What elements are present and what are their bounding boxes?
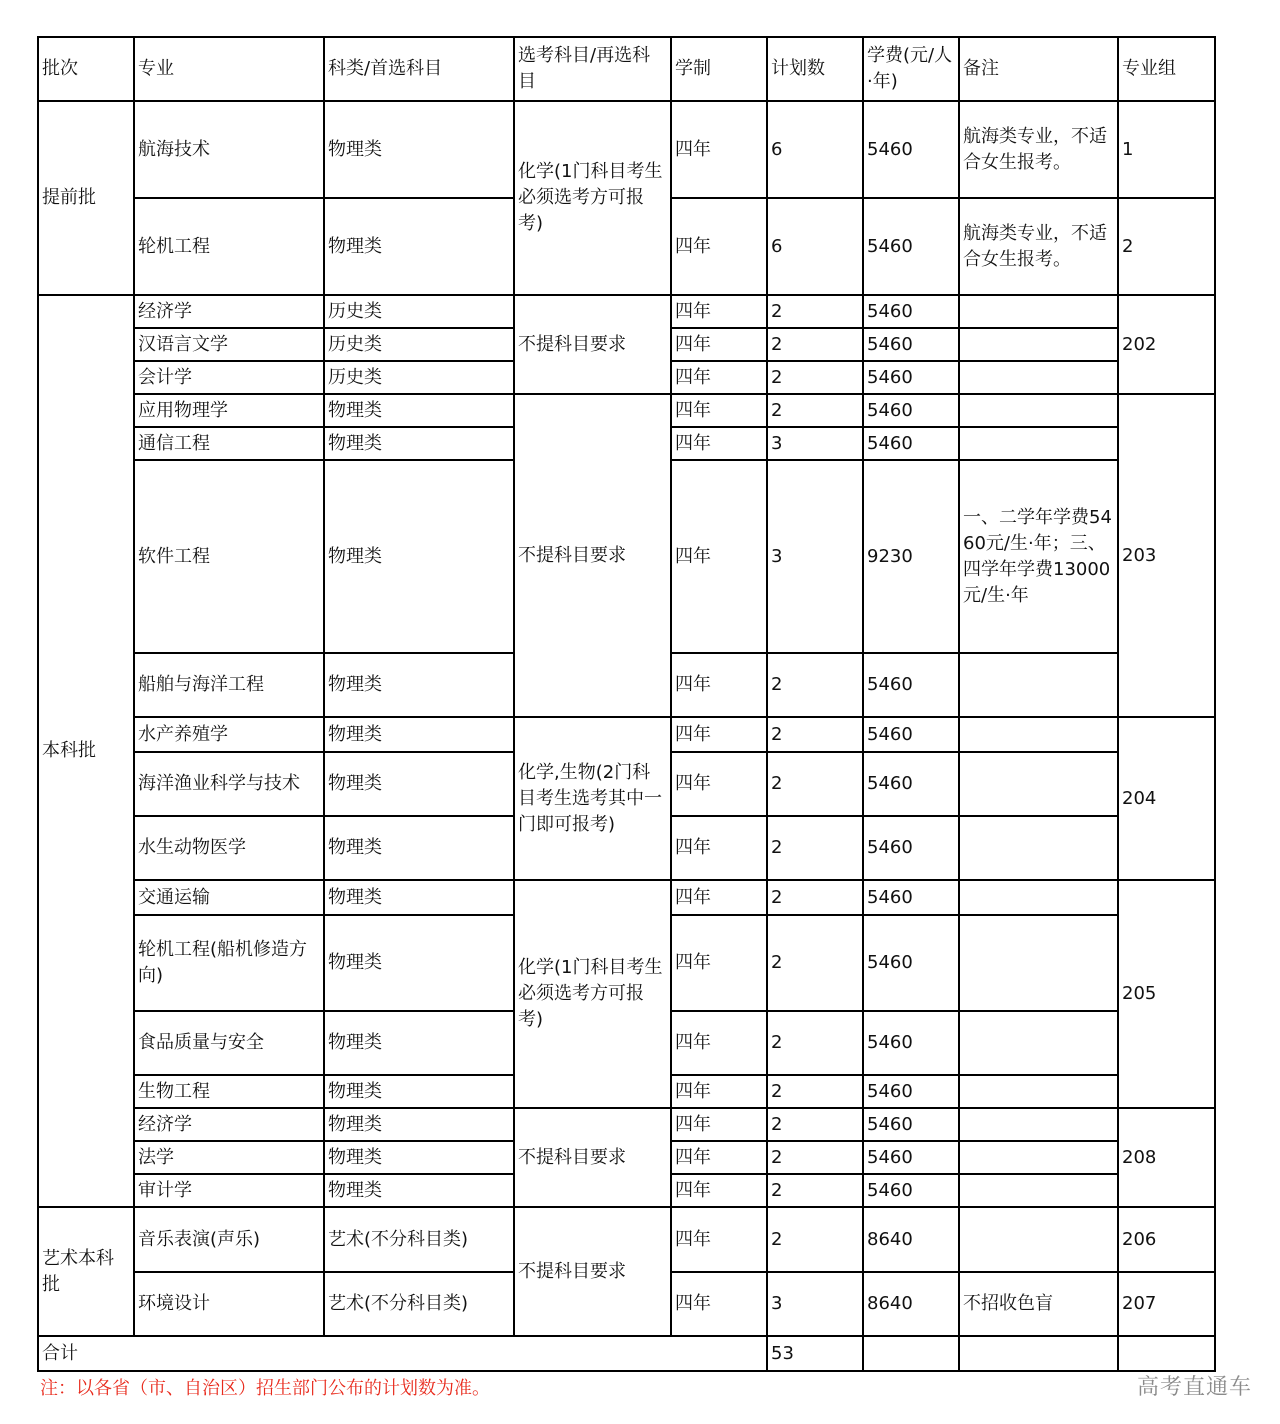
note-cell xyxy=(959,1174,1118,1207)
note-cell xyxy=(959,717,1118,752)
category-cell: 物理类 xyxy=(324,1174,514,1207)
group-cell: 208 xyxy=(1118,1108,1215,1207)
years-cell: 四年 xyxy=(671,295,767,328)
category-cell: 历史类 xyxy=(324,295,514,328)
table-row xyxy=(38,295,1215,328)
note-cell xyxy=(959,1108,1118,1141)
note-cell xyxy=(959,1075,1118,1108)
fee-cell: 5460 xyxy=(863,394,959,427)
major-cell: 软件工程 xyxy=(134,460,324,653)
category-cell: 艺术(不分科目类) xyxy=(324,1207,514,1272)
fee-cell: 5460 xyxy=(863,1141,959,1174)
enrollment-plan-table xyxy=(37,36,1216,1372)
empty-cell xyxy=(863,1336,959,1371)
years-cell: 四年 xyxy=(671,460,767,653)
footnote: 注：以各省（市、自治区）招生部门公布的计划数为准。 xyxy=(40,1378,490,1399)
category-cell: 物理类 xyxy=(324,198,514,295)
major-cell: 经济学 xyxy=(134,295,324,328)
note-cell: 一、二学年学费5460元/生·年；三、四学年学费13000元/生·年 xyxy=(959,460,1118,653)
years-cell: 四年 xyxy=(671,1174,767,1207)
fee-cell: 5460 xyxy=(863,101,959,198)
plan-cell: 2 xyxy=(767,915,863,1011)
years-cell: 四年 xyxy=(671,198,767,295)
major-cell: 应用物理学 xyxy=(134,394,324,427)
category-cell: 物理类 xyxy=(324,460,514,653)
plan-cell: 2 xyxy=(767,1108,863,1141)
note-cell xyxy=(959,1207,1118,1272)
note-cell xyxy=(959,653,1118,717)
fee-cell: 5460 xyxy=(863,717,959,752)
total-label: 合计 xyxy=(38,1336,767,1371)
requirement-cell: 不提科目要求 xyxy=(514,1108,671,1207)
category-cell: 物理类 xyxy=(324,816,514,880)
group-cell: 202 xyxy=(1118,295,1215,394)
fee-cell: 5460 xyxy=(863,915,959,1011)
table-row xyxy=(38,880,1215,915)
fee-cell: 9230 xyxy=(863,460,959,653)
plan-cell: 3 xyxy=(767,427,863,460)
plan-cell: 2 xyxy=(767,1011,863,1075)
note-cell xyxy=(959,1141,1118,1174)
fee-cell: 5460 xyxy=(863,427,959,460)
empty-cell xyxy=(959,1336,1118,1371)
major-cell: 船舶与海洋工程 xyxy=(134,653,324,717)
years-cell: 四年 xyxy=(671,361,767,394)
fee-cell: 8640 xyxy=(863,1272,959,1336)
major-cell: 音乐表演(声乐) xyxy=(134,1207,324,1272)
major-cell: 水生动物医学 xyxy=(134,816,324,880)
major-cell: 审计学 xyxy=(134,1174,324,1207)
batch-cell: 艺术本科批 xyxy=(38,1207,134,1336)
plan-cell: 6 xyxy=(767,101,863,198)
plan-cell: 2 xyxy=(767,1075,863,1108)
group-cell: 206 xyxy=(1118,1207,1215,1272)
header-cell: 专业 xyxy=(134,37,324,101)
fee-cell: 5460 xyxy=(863,816,959,880)
requirement-cell: 化学(1门科目考生必须选考方可报考) xyxy=(514,880,671,1108)
category-cell: 物理类 xyxy=(324,717,514,752)
major-cell: 轮机工程(船机修造方向) xyxy=(134,915,324,1011)
years-cell: 四年 xyxy=(671,1075,767,1108)
plan-cell: 2 xyxy=(767,394,863,427)
note-cell: 航海类专业，不适合女生报考。 xyxy=(959,101,1118,198)
note-cell xyxy=(959,394,1118,427)
fee-cell: 5460 xyxy=(863,880,959,915)
group-cell: 205 xyxy=(1118,880,1215,1108)
years-cell: 四年 xyxy=(671,328,767,361)
table-row xyxy=(38,101,1215,198)
fee-cell: 5460 xyxy=(863,295,959,328)
fee-cell: 5460 xyxy=(863,1174,959,1207)
header-cell: 学费(元/人·年) xyxy=(863,37,959,101)
years-cell: 四年 xyxy=(671,1108,767,1141)
fee-cell: 5460 xyxy=(863,328,959,361)
requirement-cell: 不提科目要求 xyxy=(514,394,671,717)
major-cell: 生物工程 xyxy=(134,1075,324,1108)
plan-cell: 2 xyxy=(767,361,863,394)
category-cell: 历史类 xyxy=(324,361,514,394)
requirement-cell: 不提科目要求 xyxy=(514,295,671,394)
header-cell: 批次 xyxy=(38,37,134,101)
years-cell: 四年 xyxy=(671,1207,767,1272)
header-cell: 计划数 xyxy=(767,37,863,101)
category-cell: 物理类 xyxy=(324,653,514,717)
years-cell: 四年 xyxy=(671,717,767,752)
category-cell: 艺术(不分科目类) xyxy=(324,1272,514,1336)
note-cell xyxy=(959,361,1118,394)
total-plan: 53 xyxy=(767,1336,863,1371)
table-row xyxy=(38,1108,1215,1141)
table-row xyxy=(38,1207,1215,1272)
fee-cell: 5460 xyxy=(863,1108,959,1141)
group-cell: 204 xyxy=(1118,717,1215,880)
empty-cell xyxy=(1118,1336,1215,1371)
note-cell xyxy=(959,295,1118,328)
header-cell: 科类/首选科目 xyxy=(324,37,514,101)
requirement-cell: 化学(1门科目考生必须选考方可报考) xyxy=(514,101,671,295)
plan-cell: 2 xyxy=(767,328,863,361)
plan-cell: 2 xyxy=(767,816,863,880)
requirement-cell: 不提科目要求 xyxy=(514,1207,671,1336)
plan-cell: 2 xyxy=(767,1207,863,1272)
fee-cell: 5460 xyxy=(863,198,959,295)
plan-cell: 6 xyxy=(767,198,863,295)
years-cell: 四年 xyxy=(671,394,767,427)
plan-cell: 3 xyxy=(767,1272,863,1336)
fee-cell: 5460 xyxy=(863,1011,959,1075)
years-cell: 四年 xyxy=(671,880,767,915)
major-cell: 水产养殖学 xyxy=(134,717,324,752)
years-cell: 四年 xyxy=(671,1011,767,1075)
note-cell: 不招收色盲 xyxy=(959,1272,1118,1336)
category-cell: 物理类 xyxy=(324,427,514,460)
category-cell: 物理类 xyxy=(324,1011,514,1075)
group-cell: 2 xyxy=(1118,198,1215,295)
plan-cell: 2 xyxy=(767,717,863,752)
note-cell: 航海类专业，不适合女生报考。 xyxy=(959,198,1118,295)
years-cell: 四年 xyxy=(671,1141,767,1174)
fee-cell: 5460 xyxy=(863,361,959,394)
years-cell: 四年 xyxy=(671,816,767,880)
category-cell: 物理类 xyxy=(324,880,514,915)
note-cell xyxy=(959,328,1118,361)
note-cell xyxy=(959,880,1118,915)
major-cell: 航海技术 xyxy=(134,101,324,198)
category-cell: 物理类 xyxy=(324,394,514,427)
major-cell: 法学 xyxy=(134,1141,324,1174)
group-cell: 203 xyxy=(1118,394,1215,717)
plan-cell: 2 xyxy=(767,752,863,816)
years-cell: 四年 xyxy=(671,915,767,1011)
note-cell xyxy=(959,816,1118,880)
fee-cell: 5460 xyxy=(863,752,959,816)
years-cell: 四年 xyxy=(671,427,767,460)
table-row xyxy=(38,394,1215,427)
fee-cell: 5460 xyxy=(863,653,959,717)
header-cell: 专业组 xyxy=(1118,37,1215,101)
category-cell: 物理类 xyxy=(324,1108,514,1141)
plan-cell: 2 xyxy=(767,295,863,328)
major-cell: 轮机工程 xyxy=(134,198,324,295)
major-cell: 食品质量与安全 xyxy=(134,1011,324,1075)
years-cell: 四年 xyxy=(671,1272,767,1336)
plan-cell: 3 xyxy=(767,460,863,653)
category-cell: 物理类 xyxy=(324,101,514,198)
category-cell: 物理类 xyxy=(324,915,514,1011)
batch-cell: 提前批 xyxy=(38,101,134,295)
major-cell: 海洋渔业科学与技术 xyxy=(134,752,324,816)
category-cell: 物理类 xyxy=(324,1075,514,1108)
major-cell: 通信工程 xyxy=(134,427,324,460)
years-cell: 四年 xyxy=(671,752,767,816)
header-cell: 选考科目/再选科目 xyxy=(514,37,671,101)
major-cell: 经济学 xyxy=(134,1108,324,1141)
category-cell: 物理类 xyxy=(324,752,514,816)
years-cell: 四年 xyxy=(671,101,767,198)
category-cell: 物理类 xyxy=(324,1141,514,1174)
total-row xyxy=(38,1336,1215,1371)
batch-cell: 本科批 xyxy=(38,295,134,1207)
note-cell xyxy=(959,752,1118,816)
plan-cell: 2 xyxy=(767,1174,863,1207)
major-cell: 汉语言文学 xyxy=(134,328,324,361)
major-cell: 环境设计 xyxy=(134,1272,324,1336)
group-cell: 207 xyxy=(1118,1272,1215,1336)
group-cell: 1 xyxy=(1118,101,1215,198)
note-cell xyxy=(959,1011,1118,1075)
major-cell: 交通运输 xyxy=(134,880,324,915)
fee-cell: 5460 xyxy=(863,1075,959,1108)
plan-cell: 2 xyxy=(767,880,863,915)
table-row xyxy=(38,717,1215,752)
years-cell: 四年 xyxy=(671,653,767,717)
fee-cell: 8640 xyxy=(863,1207,959,1272)
major-cell: 会计学 xyxy=(134,361,324,394)
header-row xyxy=(38,37,1215,101)
header-cell: 备注 xyxy=(959,37,1118,101)
plan-cell: 2 xyxy=(767,1141,863,1174)
category-cell: 历史类 xyxy=(324,328,514,361)
watermark: 高考直通车 xyxy=(1136,1375,1252,1400)
header-cell: 学制 xyxy=(671,37,767,101)
requirement-cell: 化学,生物(2门科目考生选考其中一门即可报考) xyxy=(514,717,671,880)
note-cell xyxy=(959,915,1118,1011)
plan-cell: 2 xyxy=(767,653,863,717)
note-cell xyxy=(959,427,1118,460)
